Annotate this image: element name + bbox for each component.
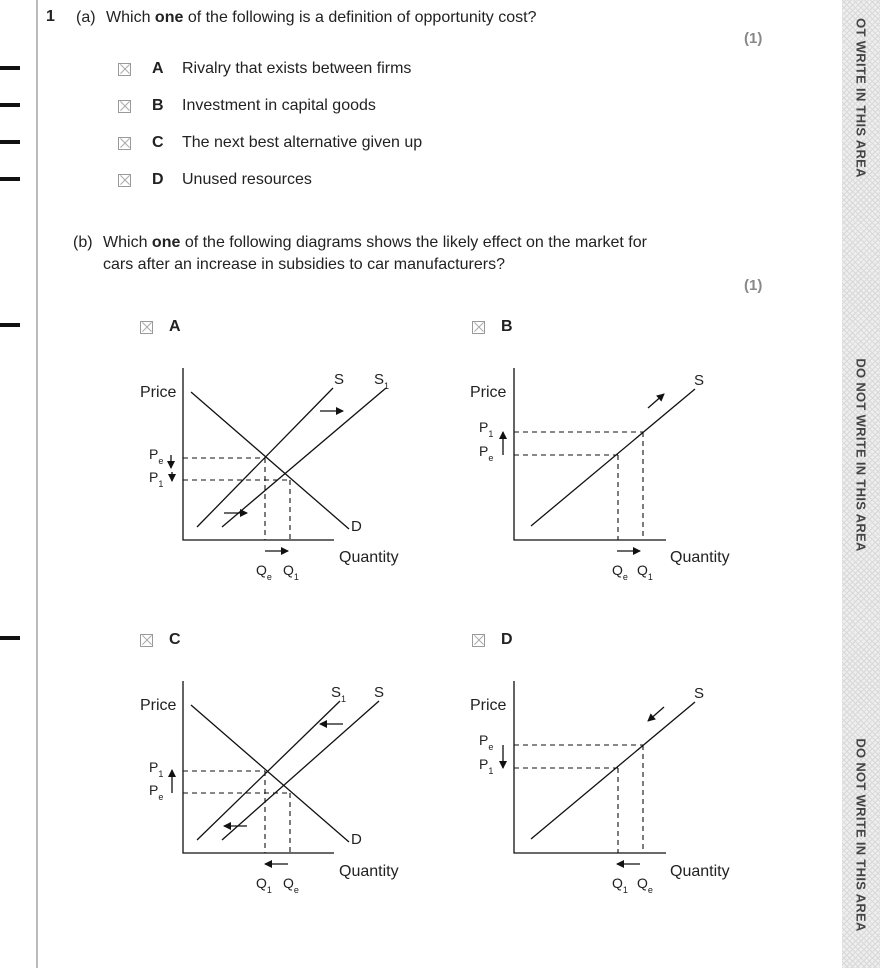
diagram-c-axes — [183, 681, 334, 853]
question-number: 1 — [46, 8, 55, 25]
diagram-a-price-p1: $P_1$ — [149, 469, 164, 489]
diagram-a-guides — [183, 458, 290, 540]
sidebar-text-middle: DO NOT WRITE IN THIS AREA — [853, 358, 869, 552]
sidebar-text-bottom: DO NOT WRITE IN THIS AREA — [853, 738, 869, 932]
diagram-a-price-pe: $P_e$ — [149, 446, 164, 466]
diagram-d-movement-arrow — [648, 707, 664, 721]
diagram-c-supply-curve-s1 — [197, 701, 340, 840]
option-d-text: Unused resources — [182, 171, 312, 188]
option-c-text: The next best alternative given up — [182, 134, 423, 151]
diagram-d-letter: D — [501, 631, 513, 648]
diagram-c-label-s: S — [374, 684, 385, 701]
diagram-b-label-s: S — [694, 372, 705, 389]
diagram-d-label-s: S — [694, 685, 705, 702]
diagram-a-y-label: Price — [140, 384, 177, 401]
do-not-write-sidebar — [842, 0, 880, 968]
diagram-a-label-d: D — [351, 518, 362, 535]
part-b-label: (b) — [73, 234, 93, 251]
diagram-a-label-s1: $S_1$ — [374, 371, 390, 391]
diagram-a-axes — [183, 368, 334, 540]
diagram-d-supply-curve — [531, 702, 695, 839]
diagram-b-movement-arrow — [648, 394, 664, 408]
diagram-b-x-label: Quantity — [670, 549, 730, 566]
part-a-text-pre: Which — [106, 9, 155, 26]
option-a-text: Rivalry that exists between firms — [182, 60, 412, 77]
diagram-d-price-p1: $P_1$ — [479, 756, 494, 776]
diagram-c-label-d: D — [351, 831, 362, 848]
diagram-b-supply-curve — [531, 389, 695, 526]
diagram-b-y-label: Price — [470, 384, 507, 401]
part-b-text-post: of the following diagrams shows the likely effect on the market for — [180, 234, 647, 251]
diagram-c-price-p1: $P_1$ — [149, 759, 164, 779]
option-c-letter: C — [152, 134, 164, 151]
part-a-text-post: of the following is a definition of opportunity cost? — [183, 9, 537, 26]
diagram-c-x-label: Quantity — [339, 863, 399, 880]
diagram-b-price-p1: $P_1$ — [479, 419, 494, 439]
diagram-b-price-pe: $P_e$ — [479, 443, 494, 463]
diagram-a-label-s: S — [334, 371, 345, 388]
option-b-text: Investment in capital goods — [182, 97, 376, 114]
diagram-a-quantity-qe: $Q_e$ — [256, 562, 272, 582]
part-a-marks: (1) — [744, 30, 763, 47]
option-d-letter: D — [152, 171, 164, 188]
diagram-d-quantity-q1: $Q_1$ — [612, 875, 628, 895]
diagram-a-letter: A — [169, 318, 181, 335]
diagram-d-price-pe: $P_e$ — [479, 732, 494, 752]
diagram-b-quantity-q1: $Q_1$ — [637, 562, 653, 582]
diagram-d-quantity-qe: $Q_e$ — [637, 875, 653, 895]
diagram-c-guides — [183, 771, 290, 853]
diagram-d-x-label: Quantity — [670, 863, 730, 880]
part-b-stem-line2: cars after an increase in subsidies to car manufacturers? — [103, 256, 505, 273]
option-a-letter: A — [152, 60, 164, 77]
diagram-b — [503, 368, 695, 551]
diagram-c-y-label: Price — [140, 697, 177, 714]
part-a-text-bold: one — [154, 9, 184, 26]
diagram-c-label-s1: $S_1$ — [331, 684, 347, 704]
diagram-c-supply-curve — [222, 701, 379, 840]
part-b-text-pre: Which — [103, 234, 152, 251]
diagram-b-quantity-qe: $Q_e$ — [612, 562, 628, 582]
diagram-c-quantity-q1: $Q_1$ — [256, 875, 272, 895]
sidebar-text-top: OT WRITE IN THIS AREA — [853, 18, 869, 178]
diagram-a-x-label: Quantity — [339, 549, 399, 566]
diagram-c-letter: C — [169, 631, 181, 648]
option-b-letter: B — [152, 97, 164, 114]
part-b-text-bold: one — [151, 234, 181, 251]
diagram-b-letter: B — [501, 318, 513, 335]
diagram-d-y-label: Price — [470, 697, 507, 714]
diagram-d — [503, 681, 695, 864]
diagram-a-quantity-q1: $Q_1$ — [283, 562, 299, 582]
diagram-c — [172, 681, 379, 864]
part-a-label: (a) — [76, 9, 96, 26]
diagram-c-price-pe: $P_e$ — [149, 782, 164, 802]
diagram-c-demand-curve — [191, 705, 349, 842]
diagram-c-quantity-qe: $Q_e$ — [283, 875, 299, 895]
part-b-marks: (1) — [744, 277, 763, 294]
